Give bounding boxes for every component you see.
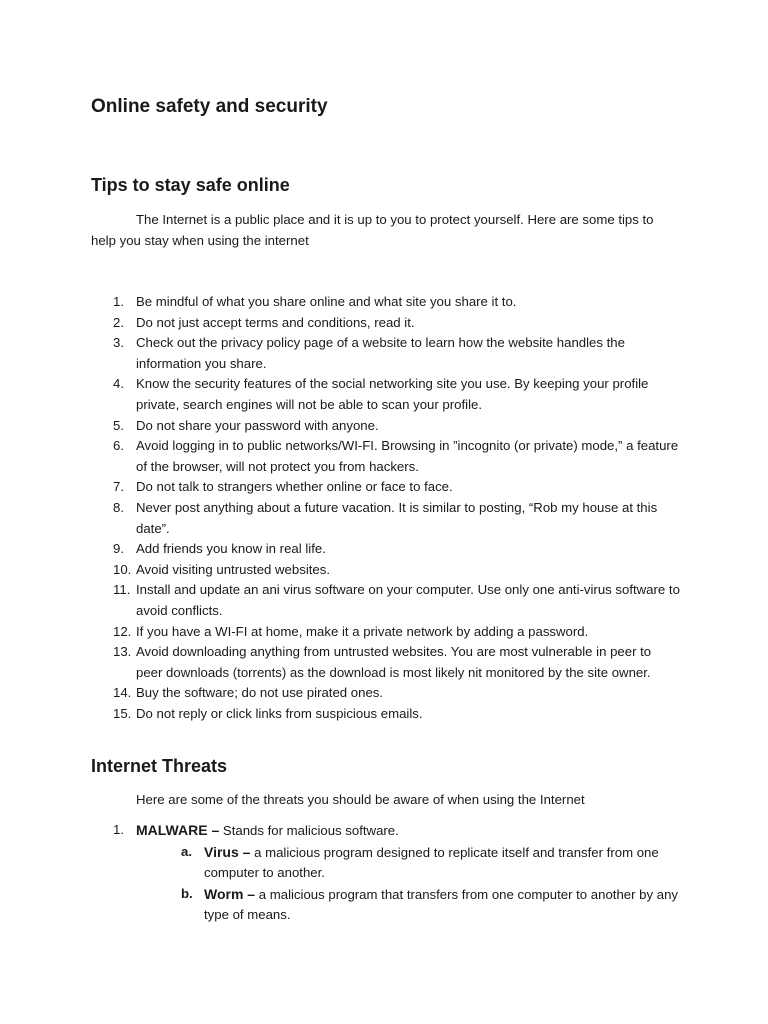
threat-term: Virus – (204, 843, 251, 860)
list-item: a. Virus – a malicious program designed to replicate itself and transfer from one computer to another. (181, 843, 659, 881)
list-item: 1. Be mindful of what you share online and what site you share it to. (113, 294, 517, 309)
tips-heading: Tips to stay safe online (91, 175, 290, 195)
tips-list (91, 292, 681, 724)
list-item: 7. Do not talk to strangers whether online or face to face. (113, 479, 453, 495)
list-item: b. Worm – a malicious program that transfers from one computer to another by any type of means. (181, 885, 679, 923)
threats-intro: Here are some of the threats you should be aware of when using the Internet (136, 792, 585, 807)
list-item: 4. Know the security features of the social networking site you use. By keeping your profile private, search engines will not be able to scan your profile. (113, 376, 649, 412)
list-item: 1. MALWARE – Stands for malicious software. a. Virus – a malicious program designed to replicate itself and transfer from one computer to another. b. Worm – a malicious program that transfers from one computer to another by any type of means. (91, 820, 681, 926)
list-item: 11. Install and update an ani virus software on your computer. Use only one anti-virus software to avoid conflicts. (113, 582, 680, 618)
list-item: 9. Add friends you know in real life. (113, 541, 326, 557)
list-item: 3. Check out the privacy policy page of a website to learn how the website handles the information you share. (113, 335, 625, 371)
list-item: 6. Avoid logging in to public networks/WI-FI. Browsing in ”incognito (or private) mode,” a feature of the browser, will not protect you from hackers. (113, 438, 679, 474)
list-item: 12. If you have a WI-FI at home, make it a private network by adding a password. (113, 623, 589, 639)
threat-sublist (136, 842, 681, 926)
list-item: 10. Avoid visiting untrusted websites. (113, 561, 331, 577)
list-item: 14. Buy the software; do not use pirated ones. (113, 685, 384, 701)
list-item: 8. Never post anything about a future vacation. It is similar to posting, “Rob my house at this date”. (113, 499, 658, 536)
threat-term: MALWARE – (136, 822, 220, 838)
tips-intro: The Internet is a public place and it is up to you to protect yourself. Here are some tips to help you stay when using the internet (91, 212, 654, 248)
list-item: 5. Do not share your password with anyone. (113, 417, 379, 433)
threats-heading: Internet Threats (91, 756, 228, 776)
list-item: 2. Do not just accept terms and conditions, read it. (113, 314, 415, 330)
document-title: Online safety and security (91, 96, 328, 117)
threat-term: Worm – (204, 885, 256, 902)
list-item: 15. Do not reply or click links from suspicious emails. (113, 705, 423, 721)
threats-list (91, 820, 681, 926)
list-item: 13. Avoid downloading anything from untrusted websites. You are most vulnerable in peer to peer downloads (torrents) as the download is most likely nit monitored by the site owner. (113, 644, 652, 680)
